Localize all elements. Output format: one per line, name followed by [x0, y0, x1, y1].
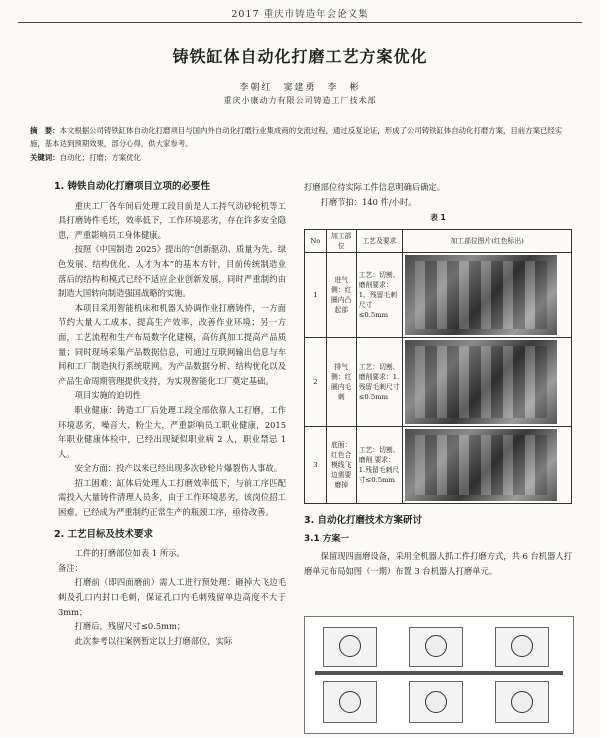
row-no: 1 — [305, 252, 327, 337]
cylinder-block-photo — [405, 255, 557, 335]
keywords-text: 自动化；打磨；方案优化 — [59, 153, 141, 162]
section-heading-3: 3. 自动化打磨技术方案研讨 — [304, 514, 423, 526]
paragraph: 安全方面：投产以来已经出现多次砂轮片爆裂伤人事故。 — [74, 463, 283, 474]
keywords-label: 关键词： — [30, 153, 60, 162]
right-column — [304, 180, 572, 578]
table-row — [305, 426, 572, 503]
paragraph: 职业健康：铸造工厂后处理工段全部依靠人工打磨，工作环境恶劣，噪音大、粉尘大，严重影响员工职业健康，2015 年职业健康体检中，已经出现疑似职业病 2 人，职业禁忌 1 人。 — [58, 404, 286, 459]
row-part: 进气侧：红圈内凸起部 — [326, 252, 356, 337]
paragraph: 保留现四面磨设备，采用全机器人抓工件打磨方式，共 6 台机器人打磨单元布局如图（一期）布置 3 台机器人打磨单元。 — [304, 550, 572, 576]
cylinder-block-photo — [405, 429, 557, 501]
header-rule — [18, 22, 582, 23]
paragraph: 打磨节拍：140 件/小时。 — [320, 196, 417, 207]
keywords — [30, 152, 572, 163]
cylinder-block-photo — [405, 340, 557, 424]
paragraph: 本项目采用智能机床和机器人协调作业打磨铸件，一方面节约大量人工成本、提高生产效率，改善作业环境；另一方面，工艺流程和生产布局数字化建模，高仿真加工提高产品质量；同时现场采集产品数据信息，可通过互联网输出信息与车间和工厂制造执行系统联网。为产品数据分析、结构优化以及产品生命周期管理提供支持，为实现智能化工厂奠定基础。 — [58, 302, 286, 386]
robot-cell-layout-figure — [304, 616, 574, 734]
abstract-label: 摘 要： — [30, 126, 60, 135]
table-header: No — [305, 229, 327, 252]
table-header: 工艺及要求 — [356, 229, 403, 252]
paragraph: 重庆工厂各车间后处理工段目前是人工持气动砂轮机等工具打磨铸件毛坯，效率低下，工作环境恶劣，存在许多安全隐患，严重影响员工身体健康。 — [58, 200, 286, 240]
paragraph: 打磨后，残留尺寸≤0.5mm； — [74, 621, 186, 632]
section-heading-1: 1. 铸铁自动化打磨项目立项的必要性 — [54, 181, 211, 192]
table-row — [305, 252, 572, 337]
paragraph: 按照《中国制造 2025》提出的“创新驱动、质量为先、绿色发展、结构优化、人才为本”的基本方针，目前传统制造业落后的结构和模式已经不适应企业创新发展，同时严重制约由制造大国转向制造强国战略的实施。 — [58, 244, 286, 299]
row-part: 底面：红色合模线飞边需要磨掉 — [326, 426, 356, 503]
paragraph: 打磨前（即四面磨前）需人工进行预处理：砸掉大飞边毛刺及孔口内封口毛刺，保证孔口内毛刺残留单边高度不大于3mm； — [58, 577, 286, 617]
conveyor-line — [315, 671, 563, 675]
affiliation: 重庆小康动力有限公司铸造工厂技术部 — [223, 96, 377, 105]
table-header: 加工部位图片(红色标出) — [403, 229, 572, 252]
section-heading-2: 2. 工艺目标及技术要求 — [54, 528, 154, 540]
table-row — [305, 337, 572, 426]
robot — [511, 691, 533, 713]
row-req: 工艺：切割、磨削要求：1、残留毛刺尺寸≤0.5mm — [356, 252, 403, 337]
left-column — [54, 180, 286, 648]
table-caption: 表 1 — [430, 213, 446, 223]
paragraph: 备注： — [58, 562, 83, 573]
authors: 李朝红 窦建勇 李 彬 — [239, 83, 361, 93]
robot — [339, 691, 361, 713]
paragraph: 工件的打磨部位如表 1 所示。 — [74, 548, 185, 559]
robot — [425, 691, 447, 713]
robot — [511, 635, 533, 657]
paragraph: 项目实施的迫切性 — [74, 390, 141, 401]
table-header: 加工部位 — [326, 229, 356, 252]
paper-title: 铸铁缸体自动化打磨工艺方案优化 — [172, 47, 428, 66]
paragraph: 招工困难：缸体后处理人工打磨效率低下，与前工序匹配需投入大量铸件清理人员多，由于工作环境恶劣，该岗位招工困难，已经成为严重制约正常生产的瓶颈工序，亟待改善。 — [58, 477, 286, 518]
subsection-heading: 3.1 方案一 — [304, 534, 350, 545]
running-header: 2017 重庆市铸造年会论文集 — [231, 9, 369, 20]
row-no: 3 — [305, 426, 327, 503]
robot — [425, 635, 447, 657]
abstract-text: 本文根据公司铸铁缸体自动化打磨项目与国内外自动化打磨行业集成商的交流过程，通过反复论证，形成了公司铸铁缸体自动化打磨方案，目前方案已经实施，基本达到预期效果，部分心得，供大家参考。 — [30, 126, 563, 148]
row-req: 工艺：切割、磨削要求：1.残留毛刺尺寸≤0.5mm — [356, 337, 403, 426]
grinding-table — [304, 229, 572, 504]
row-no: 2 — [305, 337, 327, 426]
robot — [339, 635, 361, 657]
paragraph: 此次参考以往案例暂定以上打磨部位，实际 — [74, 635, 233, 646]
row-part: 排气侧：红圈内毛刺 — [326, 337, 356, 426]
row-req: 工艺：切割、磨削 要求：1.残留毛刺尺寸≤0.5mm — [356, 426, 403, 503]
paragraph: 打磨部位待实际工件信息明确后确定。 — [304, 182, 446, 192]
abstract — [30, 124, 572, 150]
